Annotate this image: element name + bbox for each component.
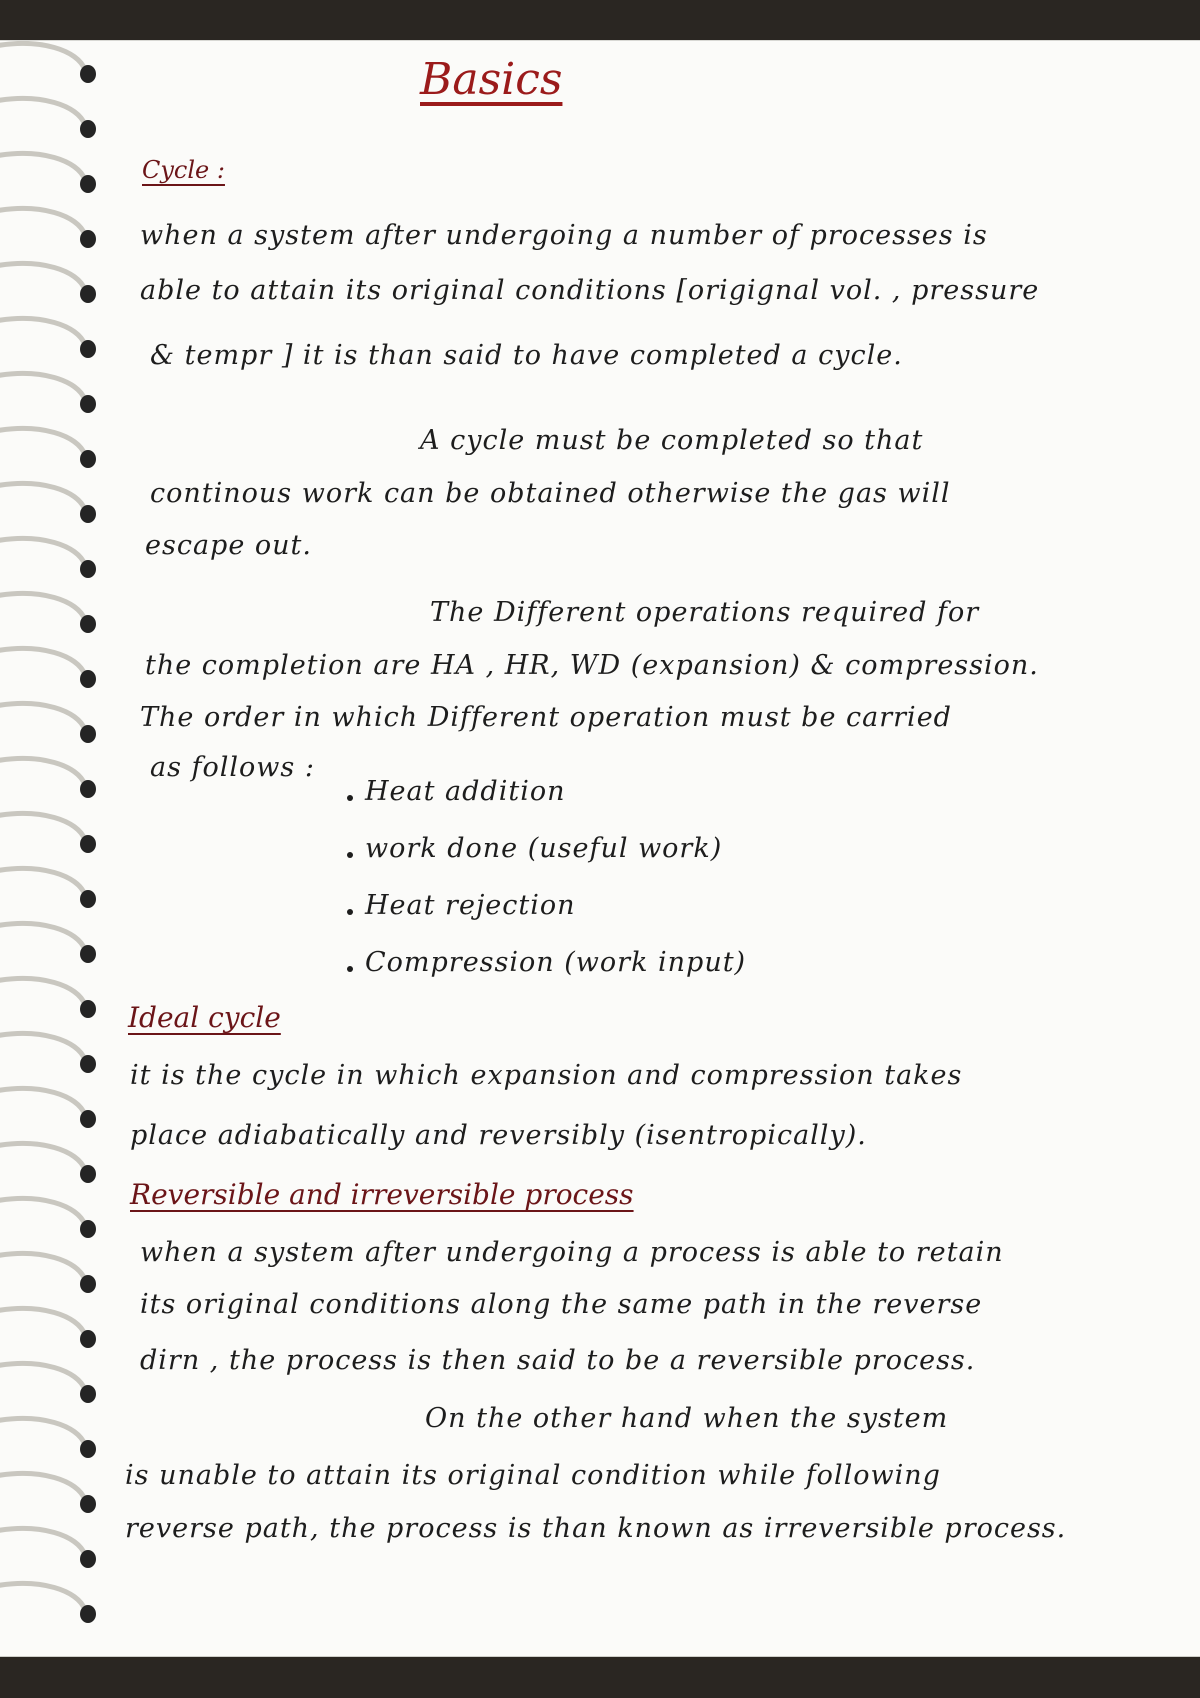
cycle-line: continous work can be obtained otherwise the gas will <box>150 478 951 509</box>
reversible-line: dirn , the process is then said to be a reversible process. <box>140 1345 976 1376</box>
cycle-line: able to attain its original conditions [origignal vol. , pressure <box>140 275 1040 306</box>
bullet-dot-icon <box>347 852 353 858</box>
bullet-dot-icon <box>347 795 353 801</box>
ideal-cycle-heading: Ideal cycle <box>128 1001 281 1034</box>
cycle-line: when a system after undergoing a number of processes is <box>140 220 988 251</box>
cycle-heading: Cycle : <box>142 156 225 184</box>
reversible-line: is unable to attain its original condition while following <box>125 1460 941 1491</box>
bullet-dot-icon <box>347 966 353 972</box>
page-title: Basics <box>420 54 563 105</box>
cycle-line: The Different operations required for <box>430 597 980 628</box>
page-content <box>0 41 1200 1656</box>
list-item-text: Heat rejection <box>365 890 576 921</box>
cycle-line: the completion are HA , HR, WD (expansion) & compression. <box>145 650 1039 681</box>
list-item-text: work done (useful work) <box>365 833 723 864</box>
reversible-heading: Reversible and irreversible process <box>130 1178 634 1211</box>
reversible-line: On the other hand when the system <box>425 1403 949 1434</box>
list-item-text: Heat addition <box>365 776 566 807</box>
cycle-line: as follows : <box>150 752 315 783</box>
ideal-cycle-line: it is the cycle in which expansion and compression takes <box>130 1060 963 1091</box>
bullet-dot-icon <box>347 909 353 915</box>
cycle-line: & tempr ] it is than said to have completed a cycle. <box>150 340 903 371</box>
cycle-line: The order in which Different operation must be carried <box>140 702 952 733</box>
cycle-line: escape out. <box>145 530 312 561</box>
reversible-line: reverse path, the process is than known as irreversible process. <box>125 1513 1067 1544</box>
ideal-cycle-line: place adiabatically and reversibly (isentropically). <box>130 1120 867 1151</box>
cycle-line: A cycle must be completed so that <box>420 425 924 456</box>
reversible-line: when a system after undergoing a process is able to retain <box>140 1237 1004 1268</box>
reversible-line: its original conditions along the same path in the reverse <box>140 1289 983 1320</box>
notebook-page <box>0 40 1200 1657</box>
list-item-text: Compression (work input) <box>365 947 747 978</box>
